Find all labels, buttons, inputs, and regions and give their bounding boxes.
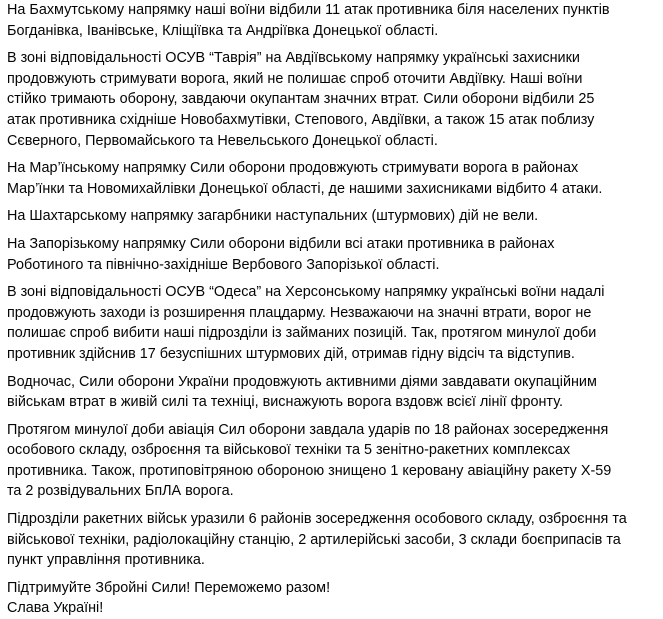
paragraph-aviation — [7, 420, 657, 502]
text-line: та 2 розвідувальних БпЛА ворога. — [7, 483, 234, 500]
paragraph-kherson — [7, 282, 657, 364]
text-line: Сєверного, Первомайського та Невельського Донецької області. — [7, 132, 438, 149]
text-line: стійко тримають оборону, завдаючи окупантам значних втрат. Сили оборони відбили 25 — [7, 91, 595, 108]
text-line: особового складу, озброєння та військової техніки та 5 зенітно-ракетних комплексах — [7, 442, 571, 459]
text-line: В зоні відповідальності ОСУВ “Таврія” на Авдіївському напрямку українські захисники — [7, 50, 580, 67]
text-line: противника. Також, протиповітряною обороною знищено 1 керовану авіаційну ракету Х-59 — [7, 462, 612, 479]
text-line: Водночас, Сили оборони України продовжують активними діями завдавати окупаційним — [7, 373, 597, 390]
text-line: Роботиного та північно-західніше Вербового Запорізької області. — [7, 256, 440, 273]
paragraph-defense-forces — [7, 372, 657, 413]
paragraph-shakhtarsk — [7, 206, 657, 227]
text-line: Підрозділи ракетних військ уразили 6 районів зосередження особового складу, озброєння та — [7, 511, 627, 528]
text-line: На Мар’їнському напрямку Сили оборони продовжують стримувати ворога в районах — [7, 160, 579, 177]
text-line: полишає спроб вибити наші підрозділи із займаних позицій. Так, протягом минулої доби — [7, 325, 597, 342]
text-line: військової техніки, радіолокаційну станцію, 2 артилерійські засоби, 3 склади боєприпасів та — [7, 531, 621, 548]
text-line: Протягом минулої доби авіація Сил оборони завдала ударів по 18 районах зосередження — [7, 421, 609, 438]
text-line: Мар’їнки та Новомихайлівки Донецької області, де нашими захисниками відбито 4 атаки. — [7, 180, 603, 197]
text-line: продовжують заходи із розширення плацдарму. Незважаючи на значні втрати, ворог не — [7, 304, 592, 321]
text-line: Богданівка, Іванівське, Кліщіївка та Андріївка Донецької області. — [7, 22, 439, 39]
text-line: противник здійснив 17 безуспішних штурмових дій, отримав гідну відсіч та відступив. — [7, 345, 575, 362]
text-line: В зоні відповідальності ОСУВ “Одеса” на Херсонському напрямку українські воїни надалі — [7, 284, 605, 301]
paragraph-zaporizhzhia — [7, 234, 657, 275]
text-line: На Бахмутському напрямку наші воїни відбили 11 атак противника біля населених пунктів — [7, 2, 610, 18]
text-line: Підтримуйте Збройні Сили! Переможемо разом! — [7, 579, 331, 596]
paragraph-avdiivka — [7, 48, 657, 151]
text-line: Слава Україні! — [7, 600, 104, 617]
text-line: На Шахтарському напрямку загарбники наступальних (штурмових) дій не вели. — [7, 208, 539, 225]
paragraph-marinka — [7, 158, 657, 199]
paragraph-closing — [7, 578, 657, 619]
paragraph-missile-troops — [7, 509, 657, 571]
text-line: На Запорізькому напрямку Сили оборони відбили всі атаки противника в районах — [7, 235, 555, 252]
text-line: пункт управління противника. — [7, 552, 205, 569]
text-line: атак противника східніше Новобахмутівки, Степового, Авдіївки, а також 15 атак поблизу — [7, 111, 595, 128]
paragraph-bakhmut — [7, 0, 657, 41]
text-line: продовжують стримувати ворога, який не полишає спроб оточити Авдіївку. Наші воїни — [7, 70, 583, 87]
text-line: військам втрат в живій силі та техніці, виснажують ворога вздовж всієї лінії фронту. — [7, 394, 563, 411]
